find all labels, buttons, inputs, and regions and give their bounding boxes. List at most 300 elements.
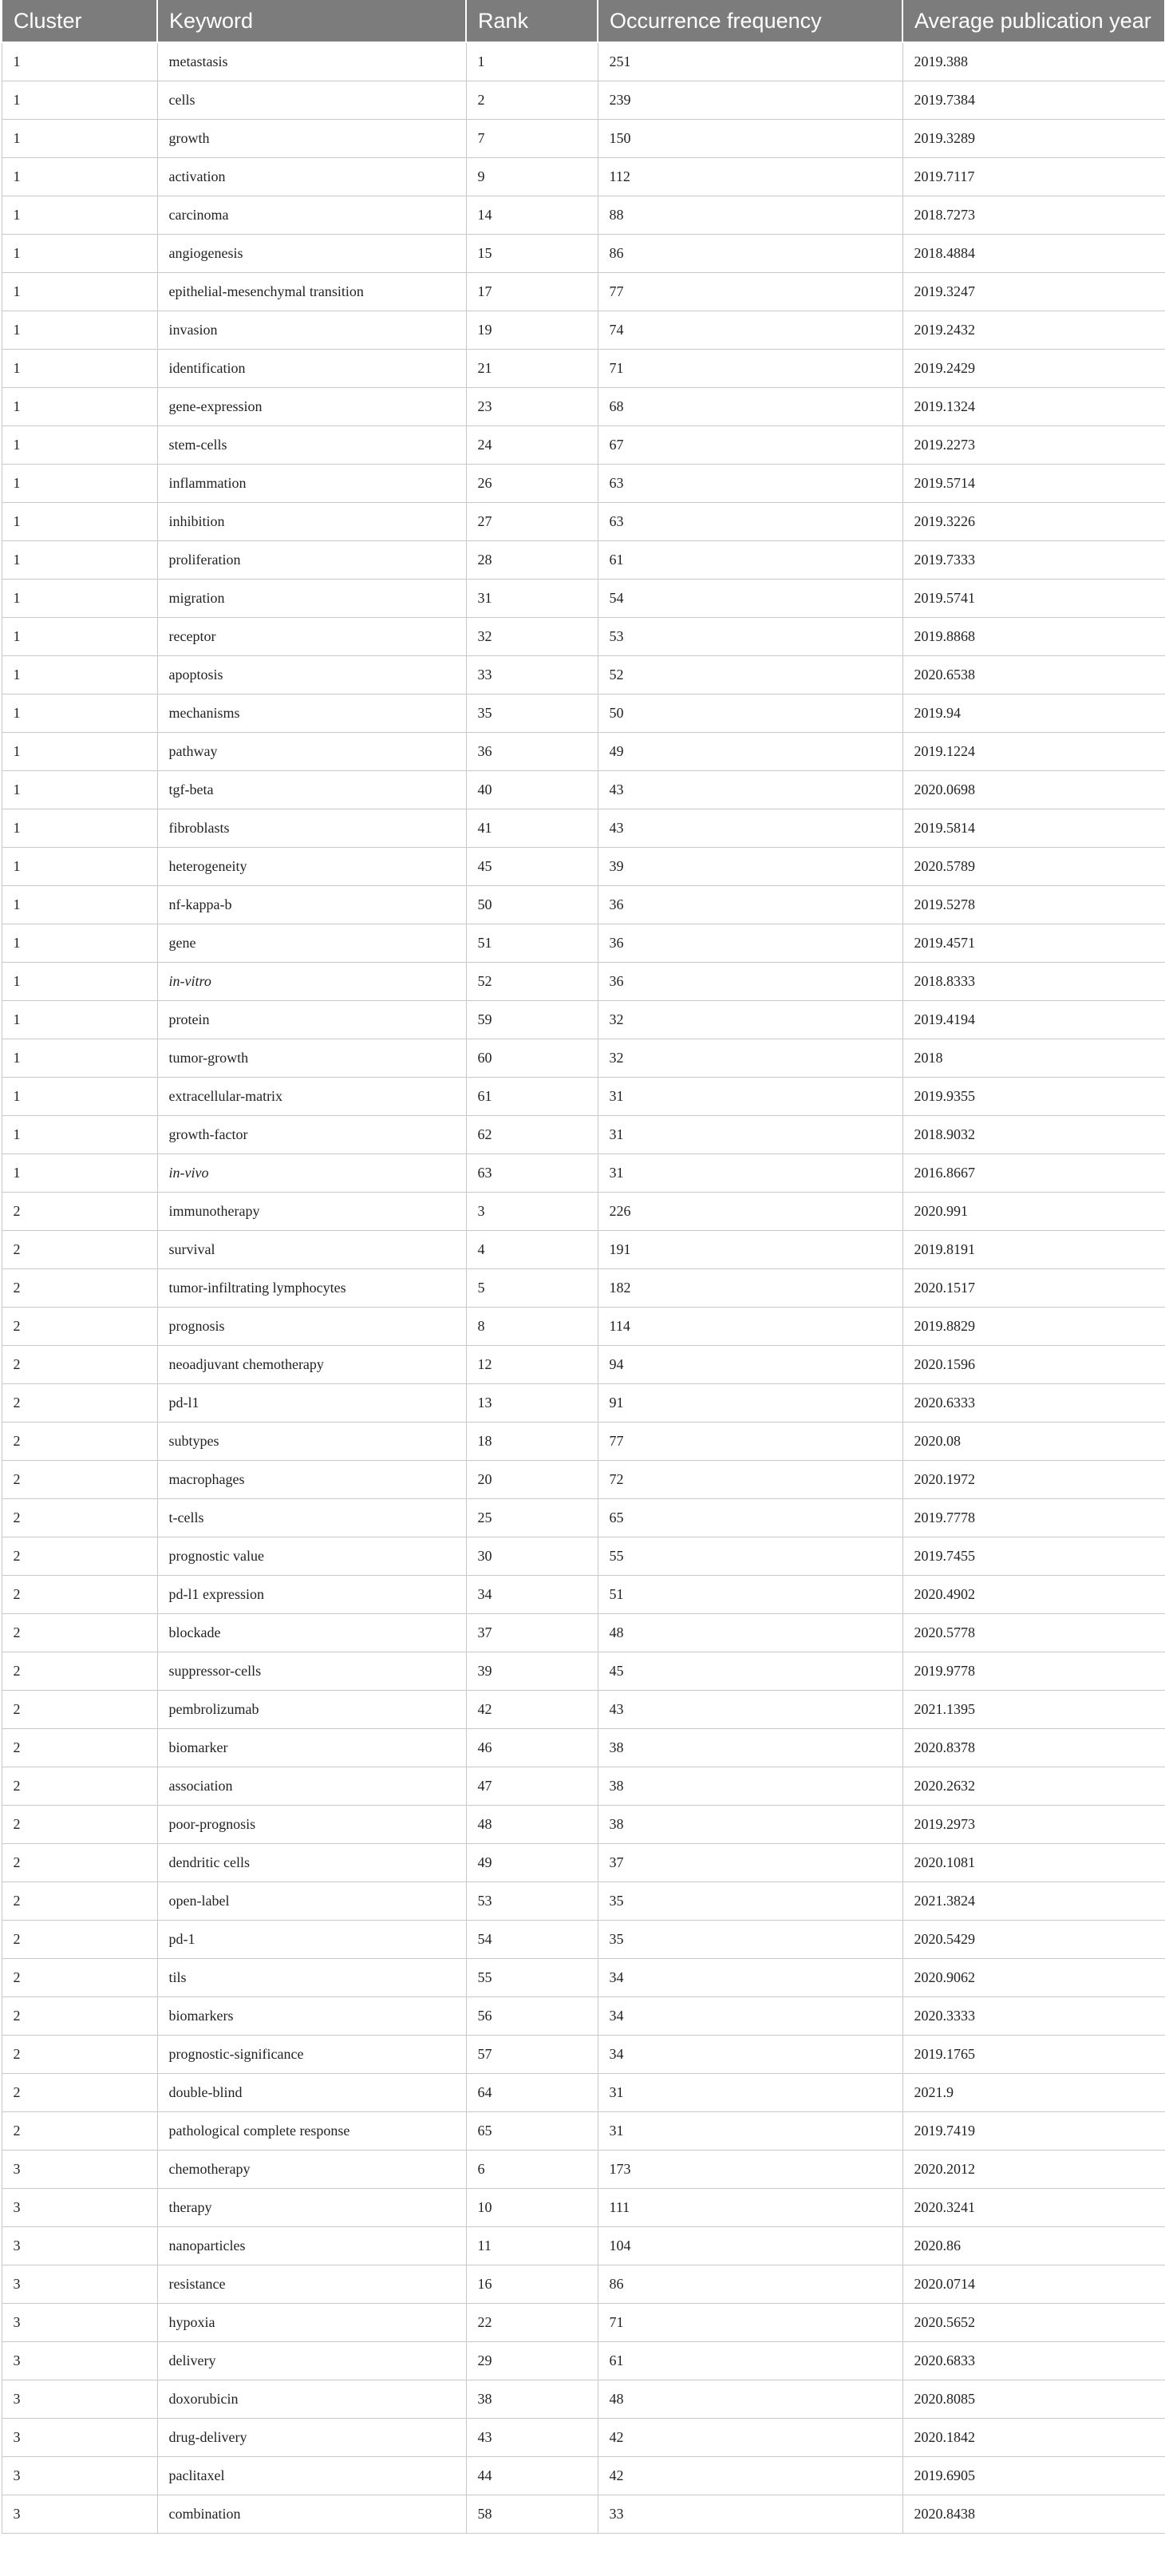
cell-average-publication-year: 2019.2432: [902, 311, 1165, 350]
cell-keyword: epithelial-mesenchymal transition: [157, 273, 466, 311]
table-row: [2, 1921, 1165, 1959]
cell-cluster: 3: [2, 2227, 157, 2265]
cell-cluster: 2: [2, 1346, 157, 1384]
cell-occurrence-frequency: 68: [598, 388, 902, 426]
table-row: [2, 848, 1165, 886]
cell-rank: 24: [466, 426, 598, 465]
cell-rank: 27: [466, 503, 598, 541]
cell-occurrence-frequency: 32: [598, 1039, 902, 1078]
cell-occurrence-frequency: 71: [598, 350, 902, 388]
cell-keyword: t-cells: [157, 1499, 466, 1537]
cell-keyword: biomarker: [157, 1729, 466, 1767]
cell-rank: 4: [466, 1231, 598, 1269]
cell-occurrence-frequency: 52: [598, 656, 902, 694]
cell-keyword: identification: [157, 350, 466, 388]
cell-keyword: gene: [157, 924, 466, 963]
cell-occurrence-frequency: 43: [598, 1691, 902, 1729]
keyword-cluster-table: [1, 0, 1165, 2534]
cell-keyword: tils: [157, 1959, 466, 1997]
cell-occurrence-frequency: 114: [598, 1308, 902, 1346]
cell-occurrence-frequency: 111: [598, 2189, 902, 2227]
table-row: [2, 2457, 1165, 2495]
cell-rank: 12: [466, 1346, 598, 1384]
cell-cluster: 2: [2, 1384, 157, 1423]
cell-occurrence-frequency: 36: [598, 963, 902, 1001]
cell-occurrence-frequency: 65: [598, 1499, 902, 1537]
cell-cluster: 1: [2, 465, 157, 503]
cell-rank: 58: [466, 2495, 598, 2534]
table-row: [2, 1039, 1165, 1078]
cell-cluster: 2: [2, 1729, 157, 1767]
cell-occurrence-frequency: 31: [598, 1116, 902, 1154]
table-row: [2, 1116, 1165, 1154]
cell-average-publication-year: 2019.6905: [902, 2457, 1165, 2495]
table-row: [2, 2419, 1165, 2457]
cell-rank: 47: [466, 1767, 598, 1806]
cell-keyword: nanoparticles: [157, 2227, 466, 2265]
table-row: [2, 2495, 1165, 2534]
cell-average-publication-year: 2019.94: [902, 694, 1165, 733]
cell-rank: 11: [466, 2227, 598, 2265]
cell-keyword: drug-delivery: [157, 2419, 466, 2457]
cell-keyword: activation: [157, 158, 466, 196]
cell-rank: 49: [466, 1844, 598, 1882]
cell-cluster: 1: [2, 388, 157, 426]
cell-occurrence-frequency: 88: [598, 196, 902, 235]
cell-rank: 3: [466, 1193, 598, 1231]
cell-cluster: 3: [2, 2342, 157, 2380]
cell-average-publication-year: 2020.8085: [902, 2380, 1165, 2419]
table-row: [2, 1997, 1165, 2036]
cell-occurrence-frequency: 31: [598, 1078, 902, 1116]
cell-occurrence-frequency: 77: [598, 273, 902, 311]
cell-average-publication-year: 2019.9778: [902, 1652, 1165, 1691]
table-row: [2, 886, 1165, 924]
cell-keyword: neoadjuvant chemotherapy: [157, 1346, 466, 1384]
table-row: [2, 42, 1165, 81]
cell-average-publication-year: 2020.3333: [902, 1997, 1165, 2036]
table-row: [2, 2265, 1165, 2304]
table-row: [2, 1384, 1165, 1423]
cell-occurrence-frequency: 55: [598, 1537, 902, 1576]
cell-cluster: 2: [2, 1461, 157, 1499]
cell-average-publication-year: 2019.2429: [902, 350, 1165, 388]
cell-keyword: poor-prognosis: [157, 1806, 466, 1844]
cell-occurrence-frequency: 86: [598, 2265, 902, 2304]
cell-average-publication-year: 2020.1596: [902, 1346, 1165, 1384]
table-row: [2, 1729, 1165, 1767]
table-row: [2, 924, 1165, 963]
cell-cluster: 3: [2, 2380, 157, 2419]
table-row: [2, 1269, 1165, 1308]
cell-keyword: suppressor-cells: [157, 1652, 466, 1691]
table-row: [2, 235, 1165, 273]
cell-rank: 7: [466, 120, 598, 158]
cell-average-publication-year: 2020.0698: [902, 771, 1165, 809]
cell-cluster: 2: [2, 1308, 157, 1346]
cell-average-publication-year: 2019.3247: [902, 273, 1165, 311]
cell-occurrence-frequency: 71: [598, 2304, 902, 2342]
cell-rank: 38: [466, 2380, 598, 2419]
cell-cluster: 2: [2, 1921, 157, 1959]
cell-cluster: 1: [2, 963, 157, 1001]
cell-average-publication-year: 2020.08: [902, 1423, 1165, 1461]
table-row: [2, 465, 1165, 503]
cell-occurrence-frequency: 34: [598, 1959, 902, 1997]
table-row: [2, 1154, 1165, 1193]
table-row: [2, 2151, 1165, 2189]
cell-keyword: pd-l1 expression: [157, 1576, 466, 1614]
cell-average-publication-year: 2020.5778: [902, 1614, 1165, 1652]
cell-average-publication-year: 2019.2973: [902, 1806, 1165, 1844]
cell-occurrence-frequency: 36: [598, 924, 902, 963]
cell-cluster: 1: [2, 350, 157, 388]
table-header: [2, 0, 1165, 42]
cell-average-publication-year: 2019.5278: [902, 886, 1165, 924]
cell-rank: 45: [466, 848, 598, 886]
table-body: [2, 42, 1165, 2534]
cell-rank: 15: [466, 235, 598, 273]
cell-keyword: association: [157, 1767, 466, 1806]
cell-keyword: double-blind: [157, 2074, 466, 2112]
cell-average-publication-year: 2019.1765: [902, 2036, 1165, 2074]
cell-rank: 29: [466, 2342, 598, 2380]
cell-keyword: growth: [157, 120, 466, 158]
table-row: [2, 1499, 1165, 1537]
cell-keyword: tgf-beta: [157, 771, 466, 809]
cell-average-publication-year: 2020.1972: [902, 1461, 1165, 1499]
cell-rank: 34: [466, 1576, 598, 1614]
cell-keyword: in-vitro: [157, 963, 466, 1001]
cell-average-publication-year: 2018.4884: [902, 235, 1165, 273]
cell-rank: 62: [466, 1116, 598, 1154]
cell-rank: 31: [466, 580, 598, 618]
cell-occurrence-frequency: 48: [598, 2380, 902, 2419]
table-row: [2, 311, 1165, 350]
cell-rank: 33: [466, 656, 598, 694]
cell-keyword: gene-expression: [157, 388, 466, 426]
cell-cluster: 1: [2, 311, 157, 350]
cell-cluster: 2: [2, 1269, 157, 1308]
cell-average-publication-year: 2019.8868: [902, 618, 1165, 656]
cell-occurrence-frequency: 61: [598, 2342, 902, 2380]
cell-average-publication-year: 2020.991: [902, 1193, 1165, 1231]
cell-cluster: 1: [2, 1001, 157, 1039]
cell-rank: 60: [466, 1039, 598, 1078]
cell-occurrence-frequency: 42: [598, 2457, 902, 2495]
cell-cluster: 3: [2, 2419, 157, 2457]
cell-keyword: pembrolizumab: [157, 1691, 466, 1729]
cell-keyword: migration: [157, 580, 466, 618]
table-row: [2, 1537, 1165, 1576]
cell-cluster: 2: [2, 1423, 157, 1461]
cell-cluster: 2: [2, 1844, 157, 1882]
table-row: [2, 158, 1165, 196]
cell-cluster: 1: [2, 694, 157, 733]
cell-occurrence-frequency: 104: [598, 2227, 902, 2265]
cell-average-publication-year: 2020.6833: [902, 2342, 1165, 2380]
cell-keyword: nf-kappa-b: [157, 886, 466, 924]
cell-average-publication-year: 2020.4902: [902, 1576, 1165, 1614]
table-row: [2, 2112, 1165, 2151]
cell-keyword: tumor-growth: [157, 1039, 466, 1078]
cell-rank: 19: [466, 311, 598, 350]
cell-cluster: 1: [2, 196, 157, 235]
cell-cluster: 2: [2, 1576, 157, 1614]
cell-occurrence-frequency: 53: [598, 618, 902, 656]
cell-average-publication-year: 2020.0714: [902, 2265, 1165, 2304]
cell-rank: 10: [466, 2189, 598, 2227]
cell-keyword: hypoxia: [157, 2304, 466, 2342]
table-row: [2, 426, 1165, 465]
table-row: [2, 1767, 1165, 1806]
cell-rank: 36: [466, 733, 598, 771]
cell-cluster: 1: [2, 120, 157, 158]
cell-cluster: 2: [2, 1231, 157, 1269]
cell-cluster: 2: [2, 1959, 157, 1997]
cell-average-publication-year: 2019.1324: [902, 388, 1165, 426]
cell-occurrence-frequency: 72: [598, 1461, 902, 1499]
cell-cluster: 1: [2, 1039, 157, 1078]
table-row: [2, 503, 1165, 541]
table-row: [2, 733, 1165, 771]
cell-keyword: mechanisms: [157, 694, 466, 733]
table-row: [2, 656, 1165, 694]
cell-occurrence-frequency: 38: [598, 1806, 902, 1844]
cell-average-publication-year: 2021.3824: [902, 1882, 1165, 1921]
cell-occurrence-frequency: 37: [598, 1844, 902, 1882]
cell-cluster: 2: [2, 2036, 157, 2074]
table-row: [2, 963, 1165, 1001]
cell-keyword: pd-1: [157, 1921, 466, 1959]
cell-occurrence-frequency: 74: [598, 311, 902, 350]
cell-rank: 32: [466, 618, 598, 656]
cell-average-publication-year: 2019.7455: [902, 1537, 1165, 1576]
cell-cluster: 1: [2, 618, 157, 656]
cell-keyword: tumor-infiltrating lymphocytes: [157, 1269, 466, 1308]
cell-average-publication-year: 2020.6538: [902, 656, 1165, 694]
cell-average-publication-year: 2019.2273: [902, 426, 1165, 465]
cell-average-publication-year: 2020.8378: [902, 1729, 1165, 1767]
table-row: [2, 2036, 1165, 2074]
cell-cluster: 1: [2, 580, 157, 618]
cell-cluster: 2: [2, 2074, 157, 2112]
cell-rank: 64: [466, 2074, 598, 2112]
cell-keyword: growth-factor: [157, 1116, 466, 1154]
cell-keyword: fibroblasts: [157, 809, 466, 848]
cell-keyword: survival: [157, 1231, 466, 1269]
cell-occurrence-frequency: 49: [598, 733, 902, 771]
cell-average-publication-year: 2018.8333: [902, 963, 1165, 1001]
cell-cluster: 1: [2, 924, 157, 963]
cell-rank: 25: [466, 1499, 598, 1537]
cell-cluster: 2: [2, 1193, 157, 1231]
cell-keyword: extracellular-matrix: [157, 1078, 466, 1116]
cell-rank: 8: [466, 1308, 598, 1346]
cell-occurrence-frequency: 38: [598, 1729, 902, 1767]
cell-cluster: 2: [2, 1997, 157, 2036]
cell-occurrence-frequency: 50: [598, 694, 902, 733]
cell-keyword: immunotherapy: [157, 1193, 466, 1231]
header-occurrence-frequency: Occurrence frequency: [598, 0, 902, 42]
table-row: [2, 1844, 1165, 1882]
cell-occurrence-frequency: 38: [598, 1767, 902, 1806]
cell-rank: 21: [466, 350, 598, 388]
table-row: [2, 2227, 1165, 2265]
cell-keyword: paclitaxel: [157, 2457, 466, 2495]
cell-rank: 16: [466, 2265, 598, 2304]
cell-rank: 20: [466, 1461, 598, 1499]
cell-occurrence-frequency: 35: [598, 1882, 902, 1921]
cell-cluster: 1: [2, 541, 157, 580]
cell-rank: 13: [466, 1384, 598, 1423]
cell-cluster: 2: [2, 1882, 157, 1921]
cell-rank: 26: [466, 465, 598, 503]
cell-average-publication-year: 2020.3241: [902, 2189, 1165, 2227]
cell-occurrence-frequency: 31: [598, 2074, 902, 2112]
cell-average-publication-year: 2020.86: [902, 2227, 1165, 2265]
cell-average-publication-year: 2020.6333: [902, 1384, 1165, 1423]
cell-keyword: pathway: [157, 733, 466, 771]
cell-average-publication-year: 2019.7778: [902, 1499, 1165, 1537]
cell-occurrence-frequency: 43: [598, 809, 902, 848]
cell-rank: 43: [466, 2419, 598, 2457]
cell-average-publication-year: 2019.7384: [902, 81, 1165, 120]
cell-keyword: cells: [157, 81, 466, 120]
cell-keyword: delivery: [157, 2342, 466, 2380]
cell-cluster: 1: [2, 733, 157, 771]
header-cluster: Cluster: [2, 0, 157, 42]
cell-occurrence-frequency: 43: [598, 771, 902, 809]
table-row: [2, 1193, 1165, 1231]
cell-average-publication-year: 2016.8667: [902, 1154, 1165, 1193]
cell-keyword: carcinoma: [157, 196, 466, 235]
cell-occurrence-frequency: 112: [598, 158, 902, 196]
cell-occurrence-frequency: 150: [598, 120, 902, 158]
cell-keyword: pathological complete response: [157, 2112, 466, 2151]
cell-occurrence-frequency: 191: [598, 1231, 902, 1269]
cell-cluster: 1: [2, 848, 157, 886]
cell-rank: 41: [466, 809, 598, 848]
cell-occurrence-frequency: 63: [598, 503, 902, 541]
cell-keyword: inflammation: [157, 465, 466, 503]
cell-average-publication-year: 2020.1842: [902, 2419, 1165, 2457]
table-row: [2, 350, 1165, 388]
table-row: [2, 541, 1165, 580]
cell-cluster: 1: [2, 809, 157, 848]
cell-average-publication-year: 2018.9032: [902, 1116, 1165, 1154]
table-row: [2, 580, 1165, 618]
cell-rank: 39: [466, 1652, 598, 1691]
cell-average-publication-year: 2019.8191: [902, 1231, 1165, 1269]
cell-occurrence-frequency: 39: [598, 848, 902, 886]
cell-rank: 44: [466, 2457, 598, 2495]
table-row: [2, 120, 1165, 158]
header-row: [2, 0, 1165, 42]
cell-keyword: dendritic cells: [157, 1844, 466, 1882]
cell-rank: 42: [466, 1691, 598, 1729]
cell-occurrence-frequency: 42: [598, 2419, 902, 2457]
cell-occurrence-frequency: 86: [598, 235, 902, 273]
cell-average-publication-year: 2019.5741: [902, 580, 1165, 618]
cell-cluster: 1: [2, 1116, 157, 1154]
cell-cluster: 1: [2, 81, 157, 120]
cell-keyword: blockade: [157, 1614, 466, 1652]
cell-rank: 46: [466, 1729, 598, 1767]
cell-cluster: 1: [2, 42, 157, 81]
table-row: [2, 1806, 1165, 1844]
table-row: [2, 1078, 1165, 1116]
cell-cluster: 1: [2, 426, 157, 465]
cell-rank: 63: [466, 1154, 598, 1193]
cell-average-publication-year: 2020.2632: [902, 1767, 1165, 1806]
cell-occurrence-frequency: 51: [598, 1576, 902, 1614]
cell-rank: 18: [466, 1423, 598, 1461]
cell-cluster: 3: [2, 2189, 157, 2227]
table-row: [2, 694, 1165, 733]
cell-average-publication-year: 2020.8438: [902, 2495, 1165, 2534]
cell-occurrence-frequency: 45: [598, 1652, 902, 1691]
table-row: [2, 1576, 1165, 1614]
cell-average-publication-year: 2019.7419: [902, 2112, 1165, 2151]
cell-cluster: 3: [2, 2151, 157, 2189]
table-row: [2, 388, 1165, 426]
cell-average-publication-year: 2019.9355: [902, 1078, 1165, 1116]
cell-keyword: macrophages: [157, 1461, 466, 1499]
cell-cluster: 2: [2, 1767, 157, 1806]
cell-occurrence-frequency: 182: [598, 1269, 902, 1308]
cell-occurrence-frequency: 251: [598, 42, 902, 81]
cell-average-publication-year: 2020.9062: [902, 1959, 1165, 1997]
cell-rank: 5: [466, 1269, 598, 1308]
table-row: [2, 196, 1165, 235]
cell-cluster: 1: [2, 235, 157, 273]
cell-occurrence-frequency: 31: [598, 1154, 902, 1193]
cell-rank: 35: [466, 694, 598, 733]
cell-keyword: proliferation: [157, 541, 466, 580]
cell-cluster: 2: [2, 1652, 157, 1691]
cell-keyword: metastasis: [157, 42, 466, 81]
cell-rank: 30: [466, 1537, 598, 1576]
cell-occurrence-frequency: 36: [598, 886, 902, 924]
cell-average-publication-year: 2020.1517: [902, 1269, 1165, 1308]
cell-rank: 1: [466, 42, 598, 81]
cell-rank: 48: [466, 1806, 598, 1844]
cell-occurrence-frequency: 34: [598, 2036, 902, 2074]
table-row: [2, 809, 1165, 848]
cell-average-publication-year: 2019.7117: [902, 158, 1165, 196]
cell-occurrence-frequency: 77: [598, 1423, 902, 1461]
cell-keyword: prognosis: [157, 1308, 466, 1346]
cell-average-publication-year: 2020.5789: [902, 848, 1165, 886]
table-row: [2, 2189, 1165, 2227]
cell-keyword: prognostic value: [157, 1537, 466, 1576]
cell-keyword: subtypes: [157, 1423, 466, 1461]
cell-cluster: 1: [2, 771, 157, 809]
cell-rank: 51: [466, 924, 598, 963]
header-rank: Rank: [466, 0, 598, 42]
cell-average-publication-year: 2019.7333: [902, 541, 1165, 580]
table-row: [2, 771, 1165, 809]
cell-keyword: chemotherapy: [157, 2151, 466, 2189]
cell-average-publication-year: 2020.2012: [902, 2151, 1165, 2189]
cell-rank: 14: [466, 196, 598, 235]
cell-average-publication-year: 2019.3289: [902, 120, 1165, 158]
cell-average-publication-year: 2020.1081: [902, 1844, 1165, 1882]
cell-rank: 9: [466, 158, 598, 196]
cell-cluster: 1: [2, 1154, 157, 1193]
cell-keyword: resistance: [157, 2265, 466, 2304]
